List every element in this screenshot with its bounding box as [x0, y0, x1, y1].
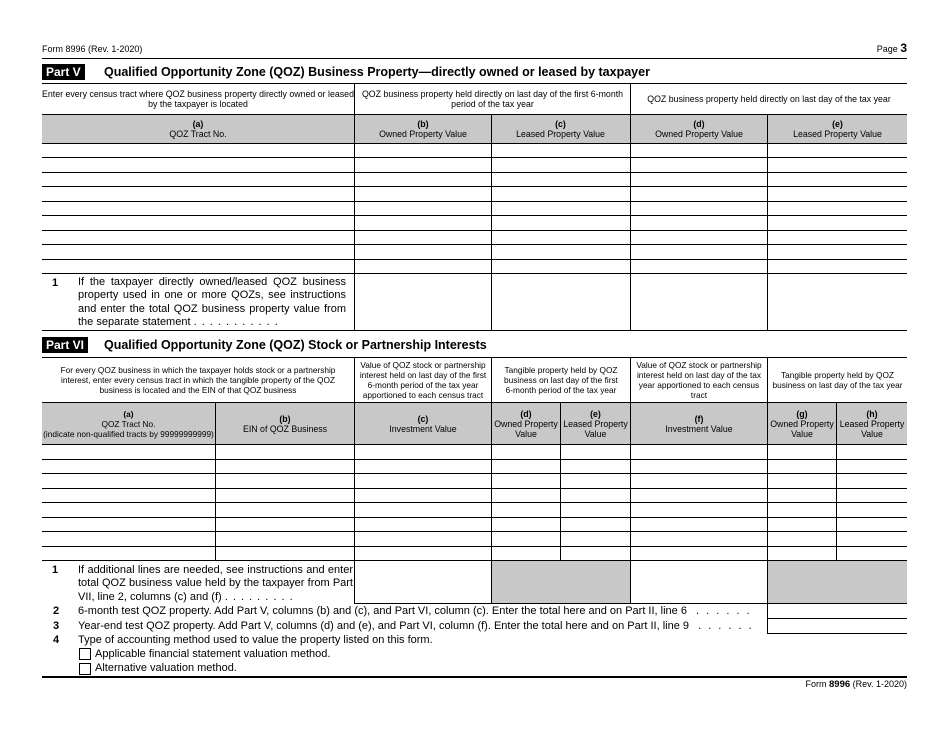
p6-desc-f: Value of QOZ stock or partnership interest held on last day of the tax year apportioned to each census tract	[636, 360, 762, 400]
p5-desc-de: QOZ business property held directly on last day of the tax year	[647, 94, 891, 104]
p6-col-h-header: (h) Leased Property Value	[839, 408, 905, 439]
afs-valuation-checkbox[interactable]	[79, 648, 91, 660]
p5-col-d-header: (d) Owned Property Value	[655, 119, 743, 139]
p5-desc-a: Enter every census tract where QOZ business property directly owned or leased by the taxpayer is located	[42, 89, 354, 109]
p6-col-e-header: (e) Leased Property Value	[563, 408, 628, 439]
p5-desc-bc: QOZ business property held directly on last day of the first 6-month period of the tax year	[361, 89, 624, 109]
p6-desc-gh: Tangible property held by QOZ business on last day of the tax year	[772, 370, 903, 390]
part-v-title: Qualified Opportunity Zone (QOZ) Business Property—directly owned or leased by taxpayer	[104, 65, 650, 79]
line3-text: Year-end test QOZ property. Add Part V, columns (d) and (e), and Part VI, column (f). Enter the total here and on Part II, line 9 . . . . . .	[78, 620, 754, 632]
alternative-valuation-label: Alternative valuation method.	[95, 662, 237, 674]
p5-line1-number: 1	[52, 277, 59, 289]
line4-text: Type of accounting method used to value the property listed on this form.	[78, 634, 433, 646]
p5-col-b-header: (b) Owned Property Value	[379, 119, 467, 139]
p5-col-a-header: (a) QOZ Tract No.	[169, 119, 227, 139]
alternative-valuation-checkbox[interactable]	[79, 663, 91, 675]
p5-line1-text: If the taxpayer directly owned/leased QOZ business property used in one or more QOZs, see instructions and enter the total QOZ business property value from the separate statement . . . . . . . . . . .	[78, 276, 346, 329]
footer-form-id: Form 8996 (Rev. 1-2020)	[805, 679, 907, 690]
page-number: Page 3	[876, 41, 907, 55]
part-vi-badge: Part VI	[42, 337, 88, 353]
p5-col-c-header: (c) Leased Property Value	[516, 119, 605, 139]
p6-line1-number: 1	[52, 564, 59, 576]
p5-col-e-header: (e) Leased Property Value	[793, 119, 882, 139]
line2-number: 2	[53, 605, 60, 617]
p6-desc-de: Tangible property held by QOZ business on last day of the first 6-month period of the tax year	[504, 365, 618, 395]
p6-desc-c: Value of QOZ stock or partnership interest held on last day of the first 6-month period of the tax year apportioned to each census tract	[359, 360, 487, 400]
form-id: Form 8996 (Rev. 1-2020)	[42, 44, 143, 54]
part-v-badge: Part V	[42, 64, 85, 80]
line2-text: 6-month test QOZ property. Add Part V, columns (b) and (c), and Part VI, column (c). Enter the total here and on Part II, line 6 . . . . . .	[78, 605, 752, 617]
p6-col-d-header: (d) Owned Property Value	[494, 408, 558, 439]
p6-col-b-header: (b) EIN of QOZ Business	[242, 413, 328, 434]
line4-number: 4	[53, 634, 60, 646]
line3-number: 3	[53, 620, 60, 632]
p6-col-f-header: (f) Investment Value	[665, 413, 733, 434]
p6-col-g-header: (g) Owned Property Value	[770, 408, 834, 439]
p6-line1-text: If additional lines are needed, see instructions and enter total QOZ business value held by the taxpayer from Part VII, line 2, columns (c) and (f) . . . . . . . . .	[78, 564, 353, 603]
p6-col-c-header: (c) Investment Value	[389, 413, 457, 434]
p6-desc-ab: For every QOZ business in which the taxpayer holds stock or a partnership interest, enter every census tract in which the tangible property of the QOZ business is located and the EIN of that QOZ business	[60, 365, 336, 395]
p6-col-a-header: (a) QOZ Tract No. (indicate non-qualified tracts by 99999999999)	[43, 408, 214, 439]
part-vi-title: Qualified Opportunity Zone (QOZ) Stock or Partnership Interests	[104, 338, 487, 352]
afs-valuation-label: Applicable financial statement valuation method.	[95, 648, 331, 660]
